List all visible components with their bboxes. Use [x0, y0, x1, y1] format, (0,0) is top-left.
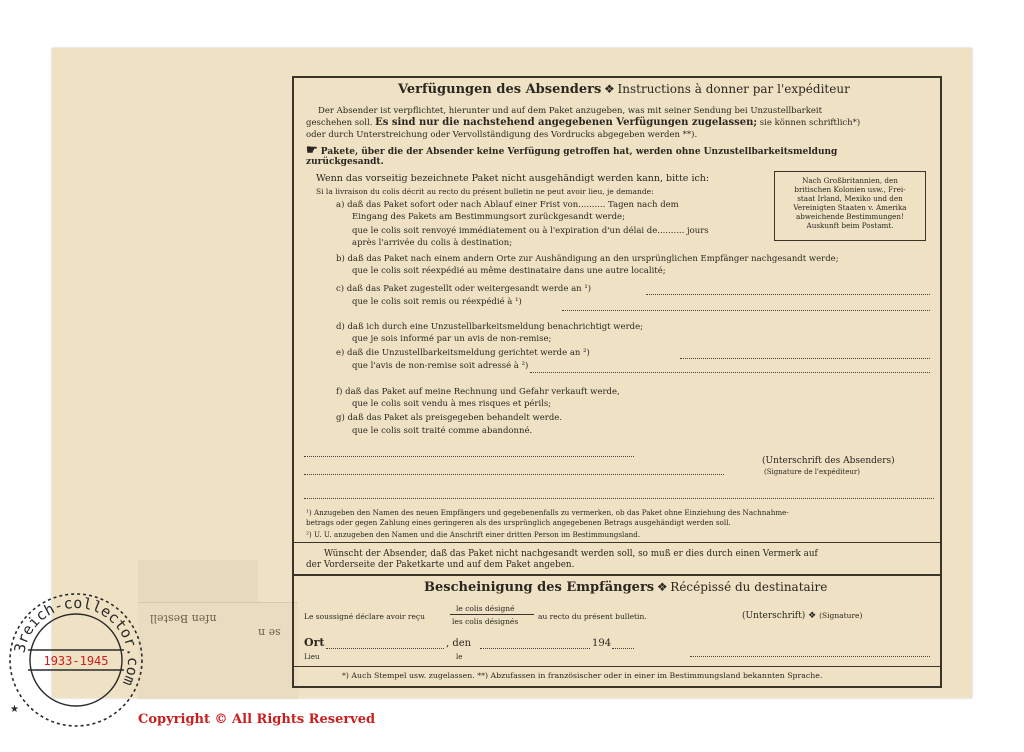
pointing-hand-icon: ☛ — [306, 143, 318, 158]
notice-line: Auskunft beim Postamt. — [806, 221, 894, 230]
intro-line-2c: sie können schriftlich*) — [759, 118, 861, 128]
intro-line-3: oder durch Unterstreichung oder Vervollständigung des Vordrucks abgegeben werden **). — [306, 130, 698, 140]
receipt-signature-field[interactable] — [690, 656, 930, 657]
option-f-line-1: f) daß das Paket auf meine Rechnung und Gefahr verkauft werde, — [336, 387, 620, 397]
option-a-line-2: Eingang des Pakets am Bestimmungsort zurückgesandt werde; — [352, 212, 625, 222]
torn-fragment-text-2: se n — [258, 626, 281, 639]
intro-line-1: Der Absender ist verpflichtet, hierunter und auf dem Paket anzugeben, was mit seiner Sendung bei Unzustellbarkeit — [318, 106, 823, 116]
option-f-line-2: que le colis soit vendu à mes risques et périls; — [352, 399, 552, 409]
receipt-recto: au recto du présent bulletin. — [538, 612, 647, 621]
stamp-star-icon: ★ — [10, 704, 19, 715]
intro-line-2 — [306, 118, 860, 128]
stamp-years: 1933-1945 — [43, 654, 109, 668]
receipt-date-field[interactable] — [480, 648, 590, 649]
receipt-colis-plural: les colis désignés — [452, 617, 519, 626]
wish-line-1: Wünscht der Absender, daß das Paket nicht nachgesandt werden soll, so muß er dies durch einen Vermerk auf — [324, 549, 818, 559]
instructions-frame — [292, 76, 942, 688]
option-a-line-4: après l'arrivée du colis à destination; — [352, 238, 513, 248]
torn-paper-residue — [138, 560, 258, 605]
option-c-fill-line[interactable] — [646, 294, 930, 295]
bottom-note: *) Auch Stempel usw. zugelassen. **) Abzufassen in französischer oder in einer im Bestimmungsland bekannten Sprache. — [342, 671, 823, 680]
receipt-title-separator: ❖ — [656, 580, 668, 594]
torn-fragment-text: nfen Bestell — [150, 612, 217, 625]
signature-sender-fr: (Signature de l'expéditeur) — [764, 468, 860, 476]
receipt-year: 194 — [592, 638, 612, 649]
receipt-fraction-line — [450, 614, 534, 615]
copyright-notice: Copyright © All Rights Reserved — [138, 712, 376, 727]
receipt-title — [424, 582, 827, 594]
receipt-sig-de: (Unterschrift) — [742, 611, 806, 621]
option-d-line-2: que je sois informé par un avis de non-remise; — [352, 334, 552, 344]
receipt-divider — [293, 574, 941, 576]
receipt-year-field[interactable] — [612, 648, 634, 649]
option-d-line-1: d) daß ich durch eine Unzustellbarkeitsmeldung benachrichtigt werde; — [336, 322, 643, 332]
notice-box — [774, 171, 926, 241]
title-fr: Instructions à donner par l'expéditeur — [617, 82, 850, 96]
receipt-den: , den — [446, 638, 472, 649]
receipt-place-field[interactable] — [326, 648, 444, 649]
receipt-title-de: Bescheinigung des Empfängers — [424, 580, 655, 595]
intro-line-4 — [306, 143, 838, 158]
receipt-declare: Le soussigné déclare avoir reçu — [304, 612, 425, 621]
option-a-line-3: que le colis soit renvoyé immédiatement ou à l'expiration d'un délai de.......... jours — [352, 226, 709, 236]
receipt-sig-fr: (Signature) — [819, 611, 863, 620]
option-a-line-1: a) daß das Paket sofort oder nach Ablauf einer Frist von.......... Tagen nach dem — [336, 200, 679, 210]
option-g-line-2: que le colis soit traité comme abandonné. — [352, 426, 533, 436]
title-separator: ❖ — [604, 82, 615, 96]
option-e-fill-line-2[interactable] — [530, 372, 930, 373]
intro-line-2a: geschehen soll. — [306, 118, 373, 128]
option-c-fill-line-2[interactable] — [562, 310, 930, 311]
signature-sender-de: (Unterschrift des Absenders) — [762, 456, 895, 466]
footnote-1b: betrags oder gegen Zahlung eines geringeren als des ursprünglich angegebenen Betrags ausgehändigt werden soll. — [306, 518, 731, 527]
notice-line: Vereinigten Staaten v. Amerika — [793, 203, 907, 212]
title-de: Verfügungen des Absenders — [398, 82, 602, 97]
notice-line: staat Irland, Mexiko und den — [797, 194, 903, 203]
request-de: Wenn das vorseitig bezeichnete Paket nicht ausgehändigt werden kann, bitte ich: — [316, 173, 710, 184]
sender-address-line-2[interactable] — [304, 474, 724, 475]
option-b-line-2: que le colis soit réexpédié au même destinataire dans une autre localité; — [352, 266, 666, 276]
notice-line: britischen Kolonien usw., Frei- — [794, 185, 906, 194]
receipt-lieu: Lieu — [304, 653, 320, 661]
bottom-divider — [293, 666, 941, 667]
receipt-le: le — [456, 653, 463, 661]
option-c-line-1: c) daß das Paket zugestellt oder weitergesandt werde an ¹) — [336, 284, 592, 294]
sender-address-line[interactable] — [304, 456, 634, 457]
sender-signature-line[interactable] — [304, 498, 934, 499]
option-e-fill-line[interactable] — [680, 358, 930, 359]
notice-line: abweichende Bestimmungen! — [796, 212, 904, 221]
option-g-line-1: g) daß das Paket als preisgegeben behandelt werde. — [336, 413, 563, 423]
receipt-signature-label — [742, 611, 862, 621]
option-c-line-2: que le colis soit remis ou réexpédié à ¹) — [352, 297, 522, 307]
receipt-colis-singular: le colis désigné — [456, 604, 515, 613]
option-e-line-2: que l'avis de non-remise soit adressé à ²) — [352, 361, 529, 371]
option-b-line-1: b) daß das Paket nach einem andern Orte zur Aushändigung an den ursprünglichen Empfänger nachgesandt werde; — [336, 254, 839, 264]
stamp-ring-text: 3reich-collector.com — [10, 593, 143, 689]
footnote-1a: ¹) Anzugeben den Namen des neuen Empfängers und gegebenenfalls zu vermerken, ob das Paket ohne Einziehung des Nachnahme- — [306, 508, 789, 517]
intro-line-5: zurückgesandt. — [306, 157, 384, 167]
footnote-2: ²) U. U. anzugeben den Namen und die Anschrift einer dritten Person im Bestimmungsland. — [306, 530, 641, 539]
notice-line: Nach Großbritannien, den — [802, 176, 898, 185]
receipt-ort: Ort — [304, 636, 325, 649]
request-fr: Si la livraison du colis décrit au recto du présent bulletin ne peut avoir lieu, je demande: — [316, 187, 654, 196]
wish-line-2: der Vorderseite der Paketkarte und auf dem Paket angeben. — [306, 560, 575, 570]
header-title — [398, 84, 850, 96]
receipt-sig-sep: ❖ — [808, 611, 817, 621]
option-e-line-1: e) daß die Unzustellbarkeitsmeldung gerichtet werde an ²) — [336, 348, 590, 358]
intro-line-2b: Es sind nur die nachstehend angegebenen Verfügungen zugelassen; — [375, 117, 758, 128]
receipt-title-fr: Récépissé du destinataire — [670, 580, 828, 594]
section-divider — [293, 542, 941, 543]
intro-line-4-text: Pakete, über die der Absender keine Verfügung getroffen hat, werden ohne Unzustellbarkeitsmeldung — [320, 147, 838, 157]
collector-stamp-watermark — [6, 590, 146, 730]
